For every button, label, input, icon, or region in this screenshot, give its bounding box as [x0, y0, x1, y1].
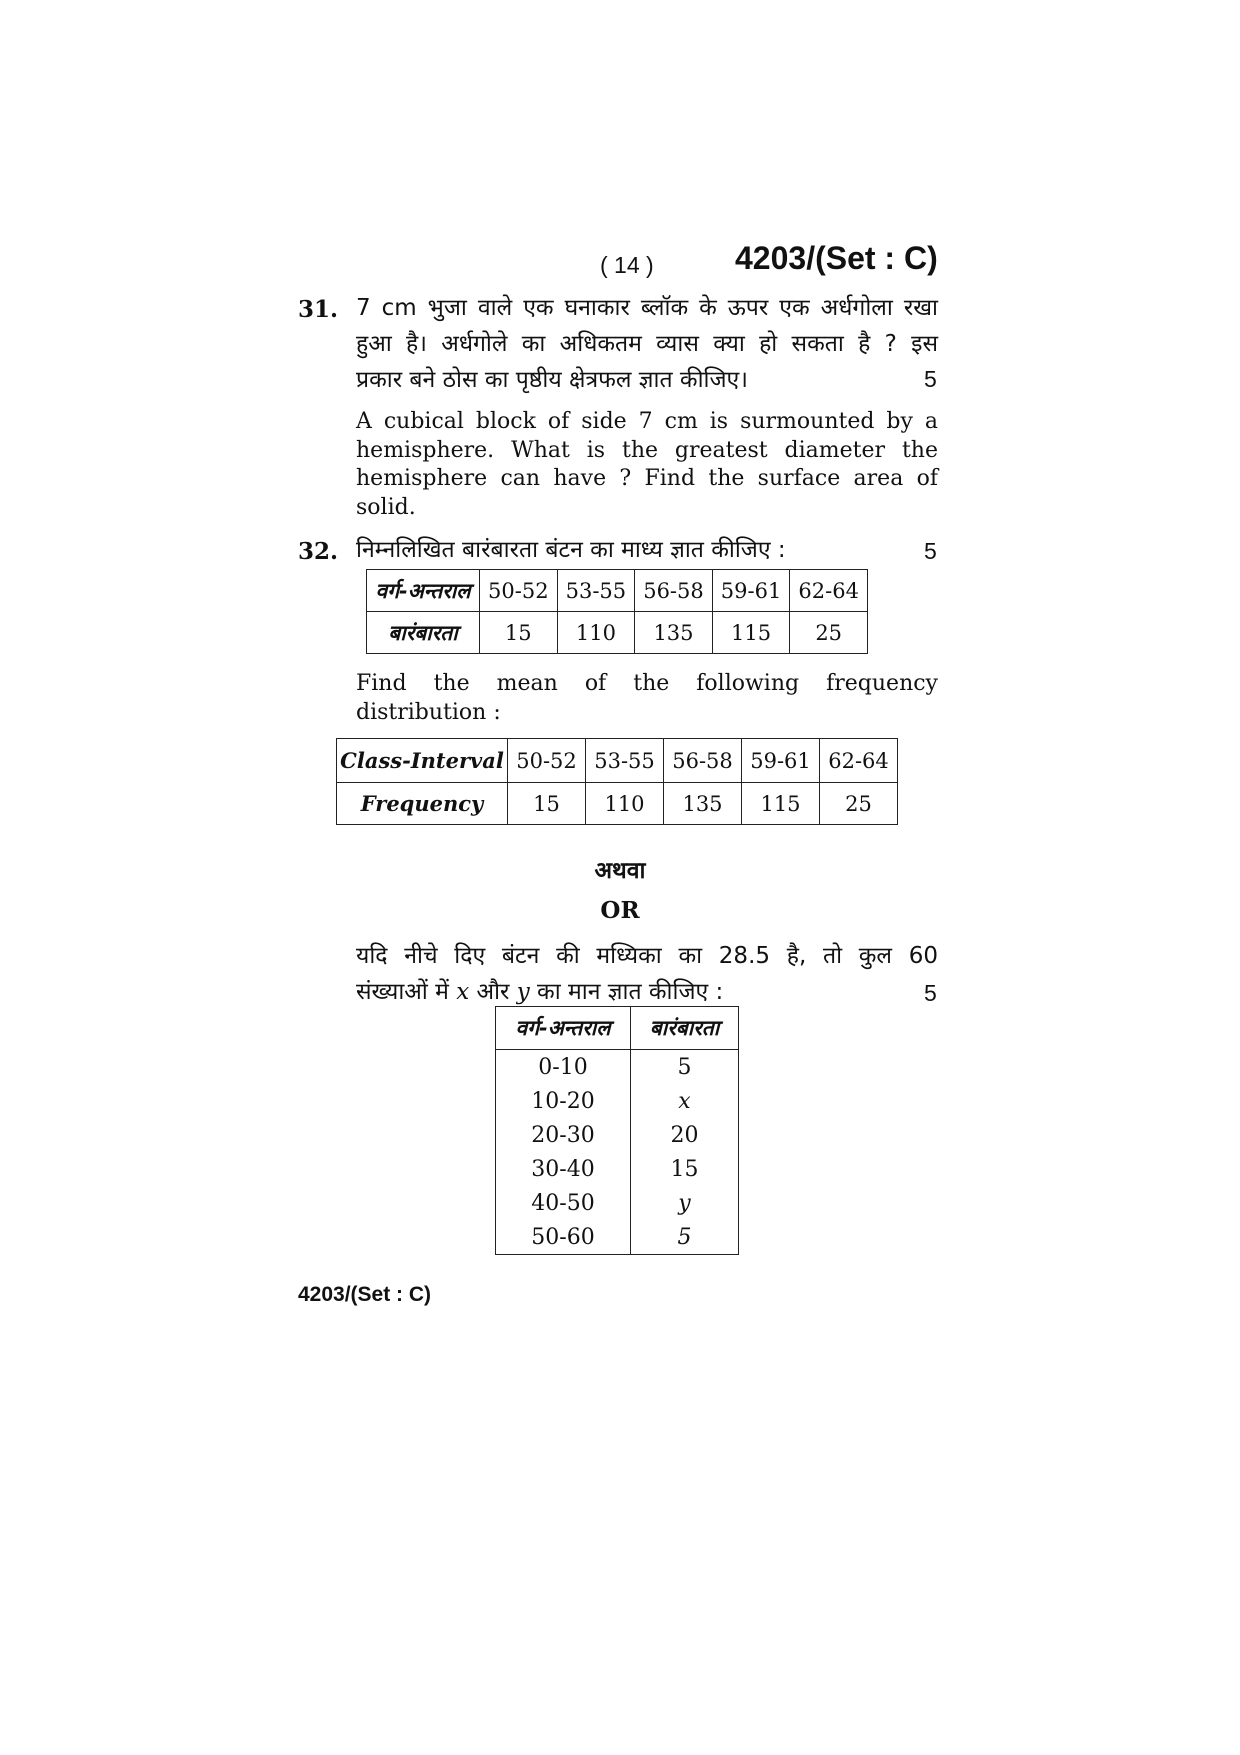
table-cell: 135 [635, 612, 713, 654]
table-row [496, 1220, 739, 1255]
table-row [496, 1186, 739, 1220]
column-header: वर्ग-अन्तराल [496, 1007, 631, 1050]
table-header-row [496, 1007, 739, 1050]
footer-set-code: 4203/(Set : C) [298, 1283, 432, 1306]
table-row [337, 783, 898, 825]
question-32-english-line: distribution : [356, 699, 501, 725]
frequency-table-english [336, 738, 898, 825]
table-cell: 50-52 [480, 570, 558, 612]
table-row [496, 1152, 739, 1186]
frequency-table-hindi [366, 569, 868, 654]
question-32-english [356, 670, 938, 727]
table-cell: 15 [631, 1152, 739, 1186]
table-cell: 25 [820, 783, 898, 825]
question-31-english [356, 408, 938, 522]
or-separator-hindi: अथवा [594, 858, 646, 884]
table-row [367, 570, 868, 612]
table-row [337, 739, 898, 783]
paper-set-code: 4203/(Set : C) [735, 240, 938, 276]
table-cell: 50-52 [508, 739, 586, 783]
page-number: ( 14 ) [600, 252, 654, 278]
question-31-hindi-line: हुआ है। अर्धगोले का अधिकतम व्यास क्या हो सकता है ? इस [356, 331, 938, 357]
table-cell: 20-30 [496, 1118, 631, 1152]
table-cell: 25 [790, 612, 868, 654]
table-cell: 110 [586, 783, 664, 825]
table-row [496, 1050, 739, 1085]
question-31-hindi-line: 7 cm भुजा वाले एक घनाकार ब्लॉक के ऊपर एक अर्धगोला रखा [356, 295, 938, 321]
question-31-english-line: hemisphere. What is the greatest diameter the [356, 437, 938, 463]
table-cell: 20 [631, 1118, 739, 1152]
table-cell: 115 [742, 783, 820, 825]
alternative-text: का मान ज्ञात कीजिए : [537, 979, 724, 1005]
table-cell: 53-55 [557, 570, 635, 612]
alternative-question-line: यदि नीचे दिए बंटन की मध्यिका का 28.5 है, तो कुल 60 [356, 943, 938, 969]
alternative-text: और [476, 979, 510, 1005]
table-cell: 115 [712, 612, 790, 654]
alternative-question-line [356, 974, 938, 1010]
variable-y: y [516, 979, 530, 1005]
alternative-question-marks: 5 [924, 980, 937, 1006]
table-cell: 62-64 [790, 570, 868, 612]
row-header: Frequency [337, 783, 508, 825]
question-31-english-line: solid. [356, 494, 416, 520]
question-32-number: 32. [298, 538, 339, 565]
table-cell: 50-60 [496, 1220, 631, 1255]
question-31-english-line: A cubical block of side 7 cm is surmounted by a [356, 409, 938, 434]
table-cell: 56-58 [635, 570, 713, 612]
table-cell: 5 [631, 1050, 739, 1085]
table-cell: 53-55 [586, 739, 664, 783]
table-cell: 59-61 [742, 739, 820, 783]
table-cell: 30-40 [496, 1152, 631, 1186]
question-31-number: 31. [298, 296, 339, 323]
question-31-english-line: hemisphere can have ? Find the surface area of [356, 466, 938, 491]
table-cell: 15 [508, 783, 586, 825]
or-separator-english: OR [600, 897, 640, 924]
alternative-text: संख्याओं में [356, 979, 449, 1005]
column-header: बारंबारता [631, 1007, 739, 1050]
table-cell: 40-50 [496, 1186, 631, 1220]
question-32-english-line: Find the mean of the following frequency [356, 671, 938, 696]
question-32-marks: 5 [924, 538, 937, 564]
row-header: Class-Interval [337, 739, 508, 783]
table-cell: 62-64 [820, 739, 898, 783]
table-cell: 0-10 [496, 1050, 631, 1085]
question-31-marks: 5 [924, 366, 937, 392]
row-header: वर्ग-अन्तराल [367, 570, 480, 612]
table-cell: x [631, 1084, 739, 1118]
table-row [496, 1118, 739, 1152]
question-31-hindi [356, 290, 938, 398]
alternative-question-hindi [356, 938, 938, 1010]
variable-x: x [456, 979, 470, 1005]
table-cell: 135 [664, 783, 742, 825]
row-header: बारंबारता [367, 612, 480, 654]
table-cell: 59-61 [712, 570, 790, 612]
median-frequency-table [495, 1006, 739, 1255]
table-cell: 110 [557, 612, 635, 654]
question-32-hindi: निम्नलिखित बारंबारता बंटन का माध्य ज्ञात कीजिए : [356, 537, 786, 563]
table-cell: y [631, 1186, 739, 1220]
table-cell: 5 [631, 1220, 739, 1255]
table-cell: 10-20 [496, 1084, 631, 1118]
table-cell: 15 [480, 612, 558, 654]
table-cell: 56-58 [664, 739, 742, 783]
table-row [496, 1084, 739, 1118]
question-31-hindi-line: प्रकार बने ठोस का पृष्ठीय क्षेत्रफल ज्ञात कीजिए। [356, 367, 748, 393]
table-row [367, 612, 868, 654]
